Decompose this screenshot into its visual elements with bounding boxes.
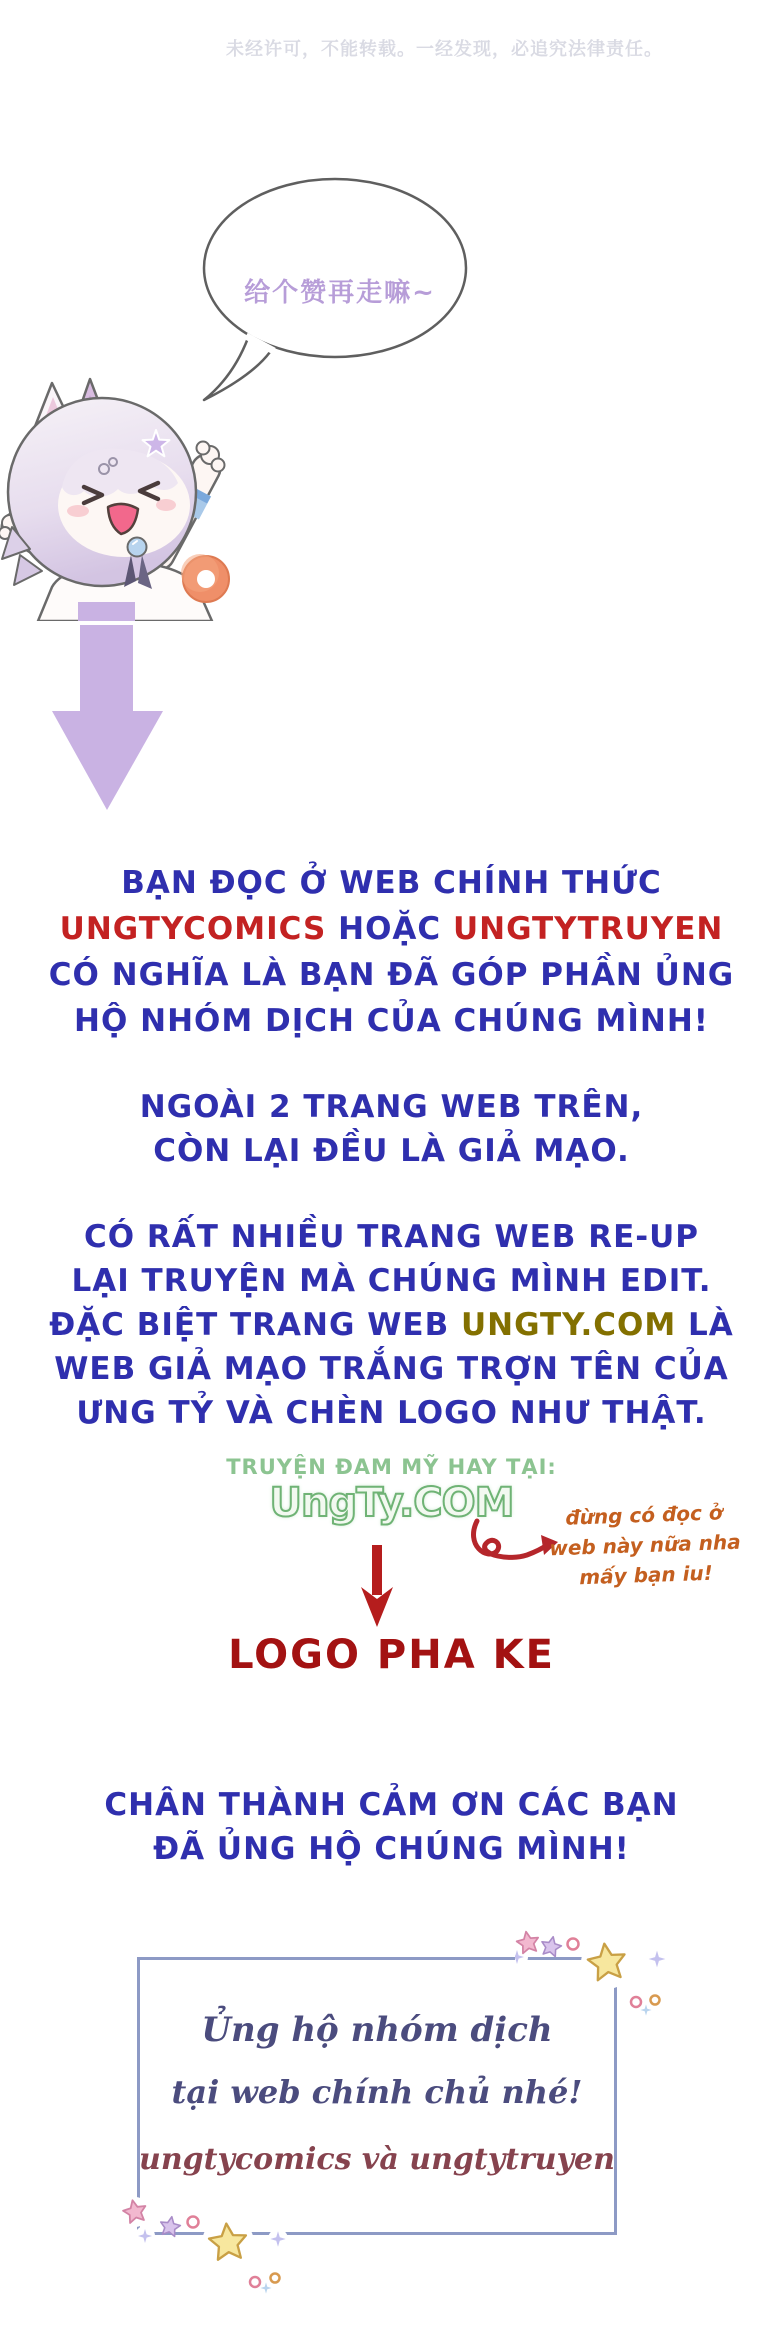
notice-line [0, 906, 783, 952]
red-down-arrow-icon [358, 1541, 398, 1633]
footer-script-line-sites: ungtycomics và ungtytruyen [139, 2142, 615, 2177]
fake-logo-ungty-com: UngTy.COM [269, 1480, 514, 1526]
star-decoration-bottom-left [108, 2188, 293, 2300]
purple-star-icon [539, 1935, 562, 1958]
star-decoration-top-right [515, 1925, 680, 2020]
notice-line: NGOÀI 2 TRANG WEB TRÊN, [139, 1089, 644, 1125]
purple-down-arrow-icon [45, 598, 170, 813]
thanks-line: CHÂN THÀNH CẢM ƠN CÁC BẠN [104, 1787, 679, 1823]
footer-script-line: tại web chính chủ nhé! [171, 2073, 583, 2111]
sparkle-icon [640, 2004, 651, 2015]
thanks-block [0, 1783, 783, 1871]
pink-ring-icon [631, 1997, 641, 2007]
notice-block-fake-warning [0, 1085, 783, 1173]
donut-icon [181, 554, 229, 602]
site-name-ungty-com: UNGTY.COM [461, 1307, 677, 1343]
notice-line: BẠN ĐỌC Ở WEB CHÍNH THỨC [121, 865, 662, 901]
sparkle-icon [649, 1951, 666, 1968]
notice-line-part: LÀ [676, 1307, 734, 1343]
handwritten-note-line: đừng có đọc ở [564, 1500, 723, 1530]
pink-ring-icon [188, 2217, 199, 2228]
handwritten-note [543, 1497, 746, 1594]
notice-block-official-web [0, 860, 783, 1044]
notice-line: ƯNG TỶ VÀ CHÈN LOGO NHƯ THẬT. [76, 1395, 707, 1431]
copyright-notice: 未经许可，不能转载。一经发现，必追究法律责任。 [226, 39, 663, 60]
notice-line: CÒN LẠI ĐỀU LÀ GIẢ MẠO. [153, 1133, 630, 1169]
pink-ring-icon [250, 2277, 260, 2287]
sparkle-icon [260, 2282, 271, 2293]
pink-ring-icon [568, 1939, 579, 1950]
footer-script-line: Ủng hộ nhóm dịch [201, 2010, 553, 2050]
fake-logo-tagline: TRUYỆN ĐAM MỸ HAY TẠI: [226, 1455, 557, 1479]
orange-ring-icon [271, 2274, 280, 2283]
notice-line-part: HOẶC [326, 911, 453, 947]
handwritten-note-line: mấy bạn iu! [578, 1560, 714, 1590]
notice-line [0, 1303, 783, 1347]
purple-star-icon [159, 2215, 182, 2237]
site-name-ungtytruyen: UNGTYTRUYEN [452, 911, 724, 947]
notice-line: HỘ NHÓM DỊCH CỦA CHÚNG MÌNH! [74, 1003, 709, 1039]
notice-line-part: ĐẶC BIỆT TRANG WEB [49, 1307, 461, 1343]
notice-line: CÓ NGHĨA LÀ BẠN ĐÃ GÓP PHẦN ỦNG [48, 957, 735, 993]
notice-line: CÓ RẤT NHIỀU TRANG WEB RE-UP [83, 1219, 700, 1255]
fake-logo-label: LOGO PHA KE [228, 1632, 555, 1678]
site-name-ungtycomics: UNGTYCOMICS [59, 911, 327, 947]
notice-line: LẠI TRUYỆN MÀ CHÚNG MÌNH EDIT. [71, 1263, 712, 1299]
chibi-catboy-mascot [0, 255, 240, 621]
speech-bubble-text: 给个赞再走嘛~ [244, 278, 436, 308]
orange-ring-icon [651, 1996, 660, 2005]
thanks-line: ĐÃ ỦNG HỘ CHÚNG MÌNH! [153, 1831, 630, 1867]
handwritten-note-line: web này nữa nha [548, 1529, 742, 1561]
notice-line: WEB GIẢ MẠO TRẮNG TRỢN TÊN CỦA [54, 1351, 729, 1387]
notice-block-reup-sites [0, 1215, 783, 1435]
